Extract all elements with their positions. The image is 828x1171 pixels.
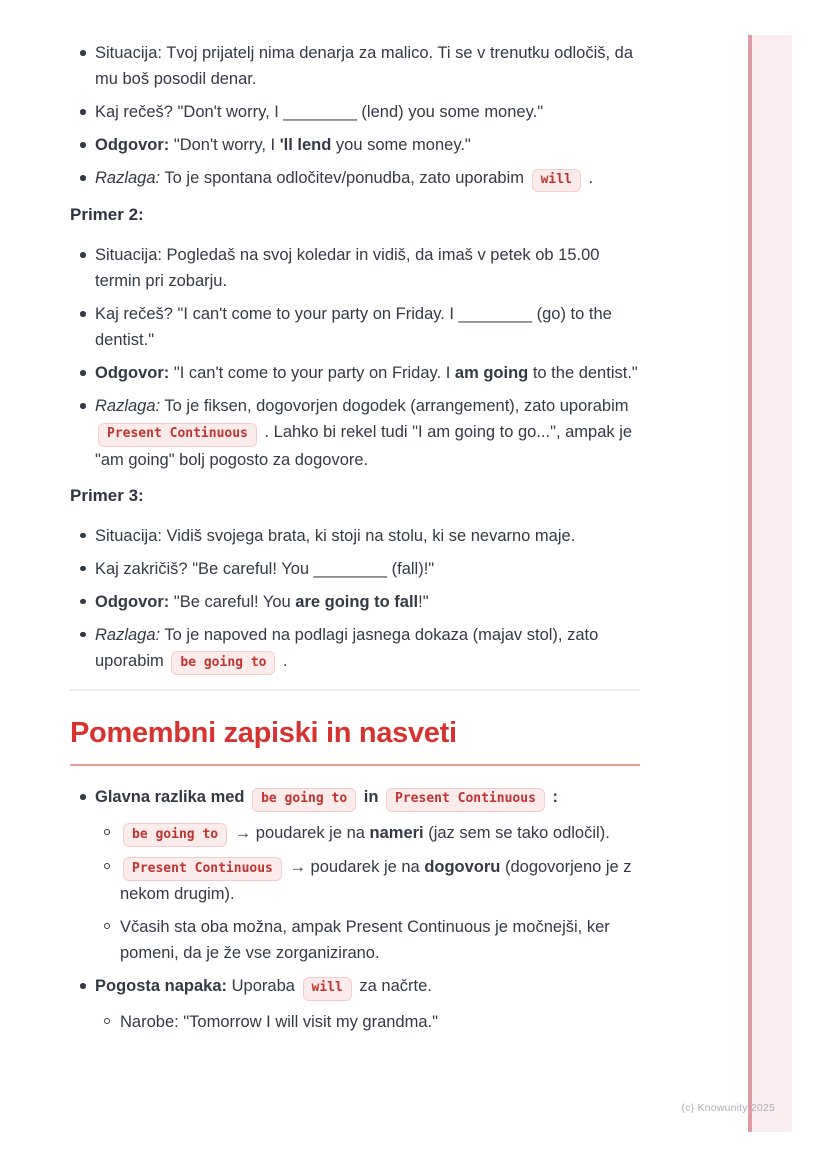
text-run: "Be careful! You — [169, 592, 296, 611]
bullet-list — [70, 784, 640, 1035]
copyright-text: (c) Knowunity 2025 — [681, 1102, 775, 1114]
page-edge-band — [748, 35, 792, 1132]
list-item — [120, 820, 640, 847]
list-item — [120, 914, 640, 966]
text-run: Situacija: Vidiš svojega brata, ki stoji na stolu, ki se nevarno maje. — [95, 526, 576, 545]
text-run: to the dentist." — [528, 364, 638, 383]
list-item — [95, 589, 640, 615]
text-run: To je napoved na podlagi jasnega dokaza (majav stol), zato uporabim — [95, 625, 599, 670]
text-run: "Don't worry, I — [169, 136, 280, 154]
text-run: "I can't come to your party on Friday. I — [169, 364, 455, 383]
text-run: Kaj rečeš? "Don't worry, I ________ (lend) you some money." — [95, 103, 544, 121]
code-chip: Present Continuous — [123, 857, 282, 881]
code-chip: be going to — [171, 651, 275, 675]
text-run: Narobe: "Tomorrow I will visit my grandma." — [120, 1012, 438, 1031]
bold-text: Odgovor: — [95, 136, 170, 154]
list-item — [95, 132, 640, 158]
code-chip: be going to — [123, 823, 227, 847]
code-chip: Present Continuous — [386, 788, 545, 812]
text-run: (jaz sem se tako odločil). — [423, 823, 610, 842]
list-item — [120, 854, 640, 907]
code-chip: be going to — [252, 788, 356, 812]
italic-text: Razlaga: — [95, 169, 161, 187]
list-item — [120, 1009, 640, 1035]
text-run: To je spontana odločitev/ponudba, zato uporabim — [160, 169, 529, 187]
bullet-list — [70, 523, 640, 675]
italic-text: Razlaga: — [95, 625, 161, 644]
text-run: → poudarek je na — [230, 823, 370, 842]
list-item — [95, 165, 640, 192]
list-item — [95, 242, 640, 294]
list-item — [95, 301, 640, 353]
bold-text: Glavna razlika med — [95, 788, 250, 807]
text-run: . — [583, 169, 594, 187]
section-subheading: Primer 3: — [70, 485, 144, 505]
code-chip: Present Continuous — [98, 423, 257, 447]
bold-text: Odgovor: — [95, 364, 170, 383]
bold-text: in — [359, 788, 384, 807]
text-run: Situacija: Tvoj prijatelj nima denarja za malico. Ti se v trenutku odločiš, da mu boš posodil denar. — [95, 44, 634, 88]
list-item — [95, 556, 640, 582]
text-run: . Lahko bi rekel tudi "I am going to go...", ampak je "am going" bolj pogosto za dogovore. — [95, 423, 633, 469]
text-run: Včasih sta oba možna, ampak Present Continuous je močnejši, ker pomeni, da je že vse zorganizirano. — [120, 918, 610, 963]
bold-text: are going to fall — [295, 592, 419, 611]
text-run: Uporaba — [227, 977, 300, 996]
bold-text: Pogosta napaka: — [95, 977, 228, 996]
bold-text: 'll lend — [279, 136, 332, 154]
text-run: Kaj zakričiš? "Be careful! You ________ (fall)!" — [95, 559, 435, 578]
list-item — [95, 393, 640, 472]
code-chip: will — [303, 977, 352, 1001]
code-chip: will — [532, 169, 581, 193]
text-run: Situacija: Pogledaš na svoj koledar in vidiš, da imaš v petek ob 15.00 termin pri zobarju. — [95, 246, 600, 291]
section-subheading: Primer 2: — [70, 205, 144, 225]
bullet-list-nested — [95, 820, 640, 967]
text-run: !" — [418, 592, 429, 611]
bold-text: Odgovor: — [95, 592, 170, 611]
section-title: Pomembni zapiski in nasveti — [70, 715, 640, 766]
text-run: Kaj rečeš? "I can't come to your party on Friday. I ________ (go) to the dentist." — [95, 305, 612, 350]
text-run: . — [278, 651, 288, 670]
document-content — [70, 0, 640, 1045]
list-item — [95, 622, 640, 675]
bold-text: nameri — [369, 823, 424, 842]
section-divider — [70, 689, 640, 691]
italic-text: Razlaga: — [95, 397, 161, 416]
list-item — [95, 523, 640, 549]
bullet-list — [70, 242, 640, 472]
list-item — [95, 99, 640, 125]
list-item — [95, 40, 640, 92]
bold-text: : — [547, 788, 558, 807]
text-run: → poudarek je na — [284, 857, 425, 876]
bold-text: am going — [454, 364, 529, 383]
text-run: (dogovorjeno je z nekom drugim). — [120, 857, 632, 904]
bullet-list — [70, 40, 640, 192]
list-item — [95, 973, 640, 1034]
text-run: To je fiksen, dogovorjen dogodek (arrangement), zato uporabim — [160, 397, 629, 416]
bullet-list-nested — [95, 1009, 640, 1035]
text-run: you some money." — [331, 136, 471, 154]
bold-text: dogovoru — [424, 857, 501, 876]
list-item — [95, 360, 640, 386]
text-run: za načrte. — [354, 977, 432, 996]
list-item — [95, 784, 640, 966]
